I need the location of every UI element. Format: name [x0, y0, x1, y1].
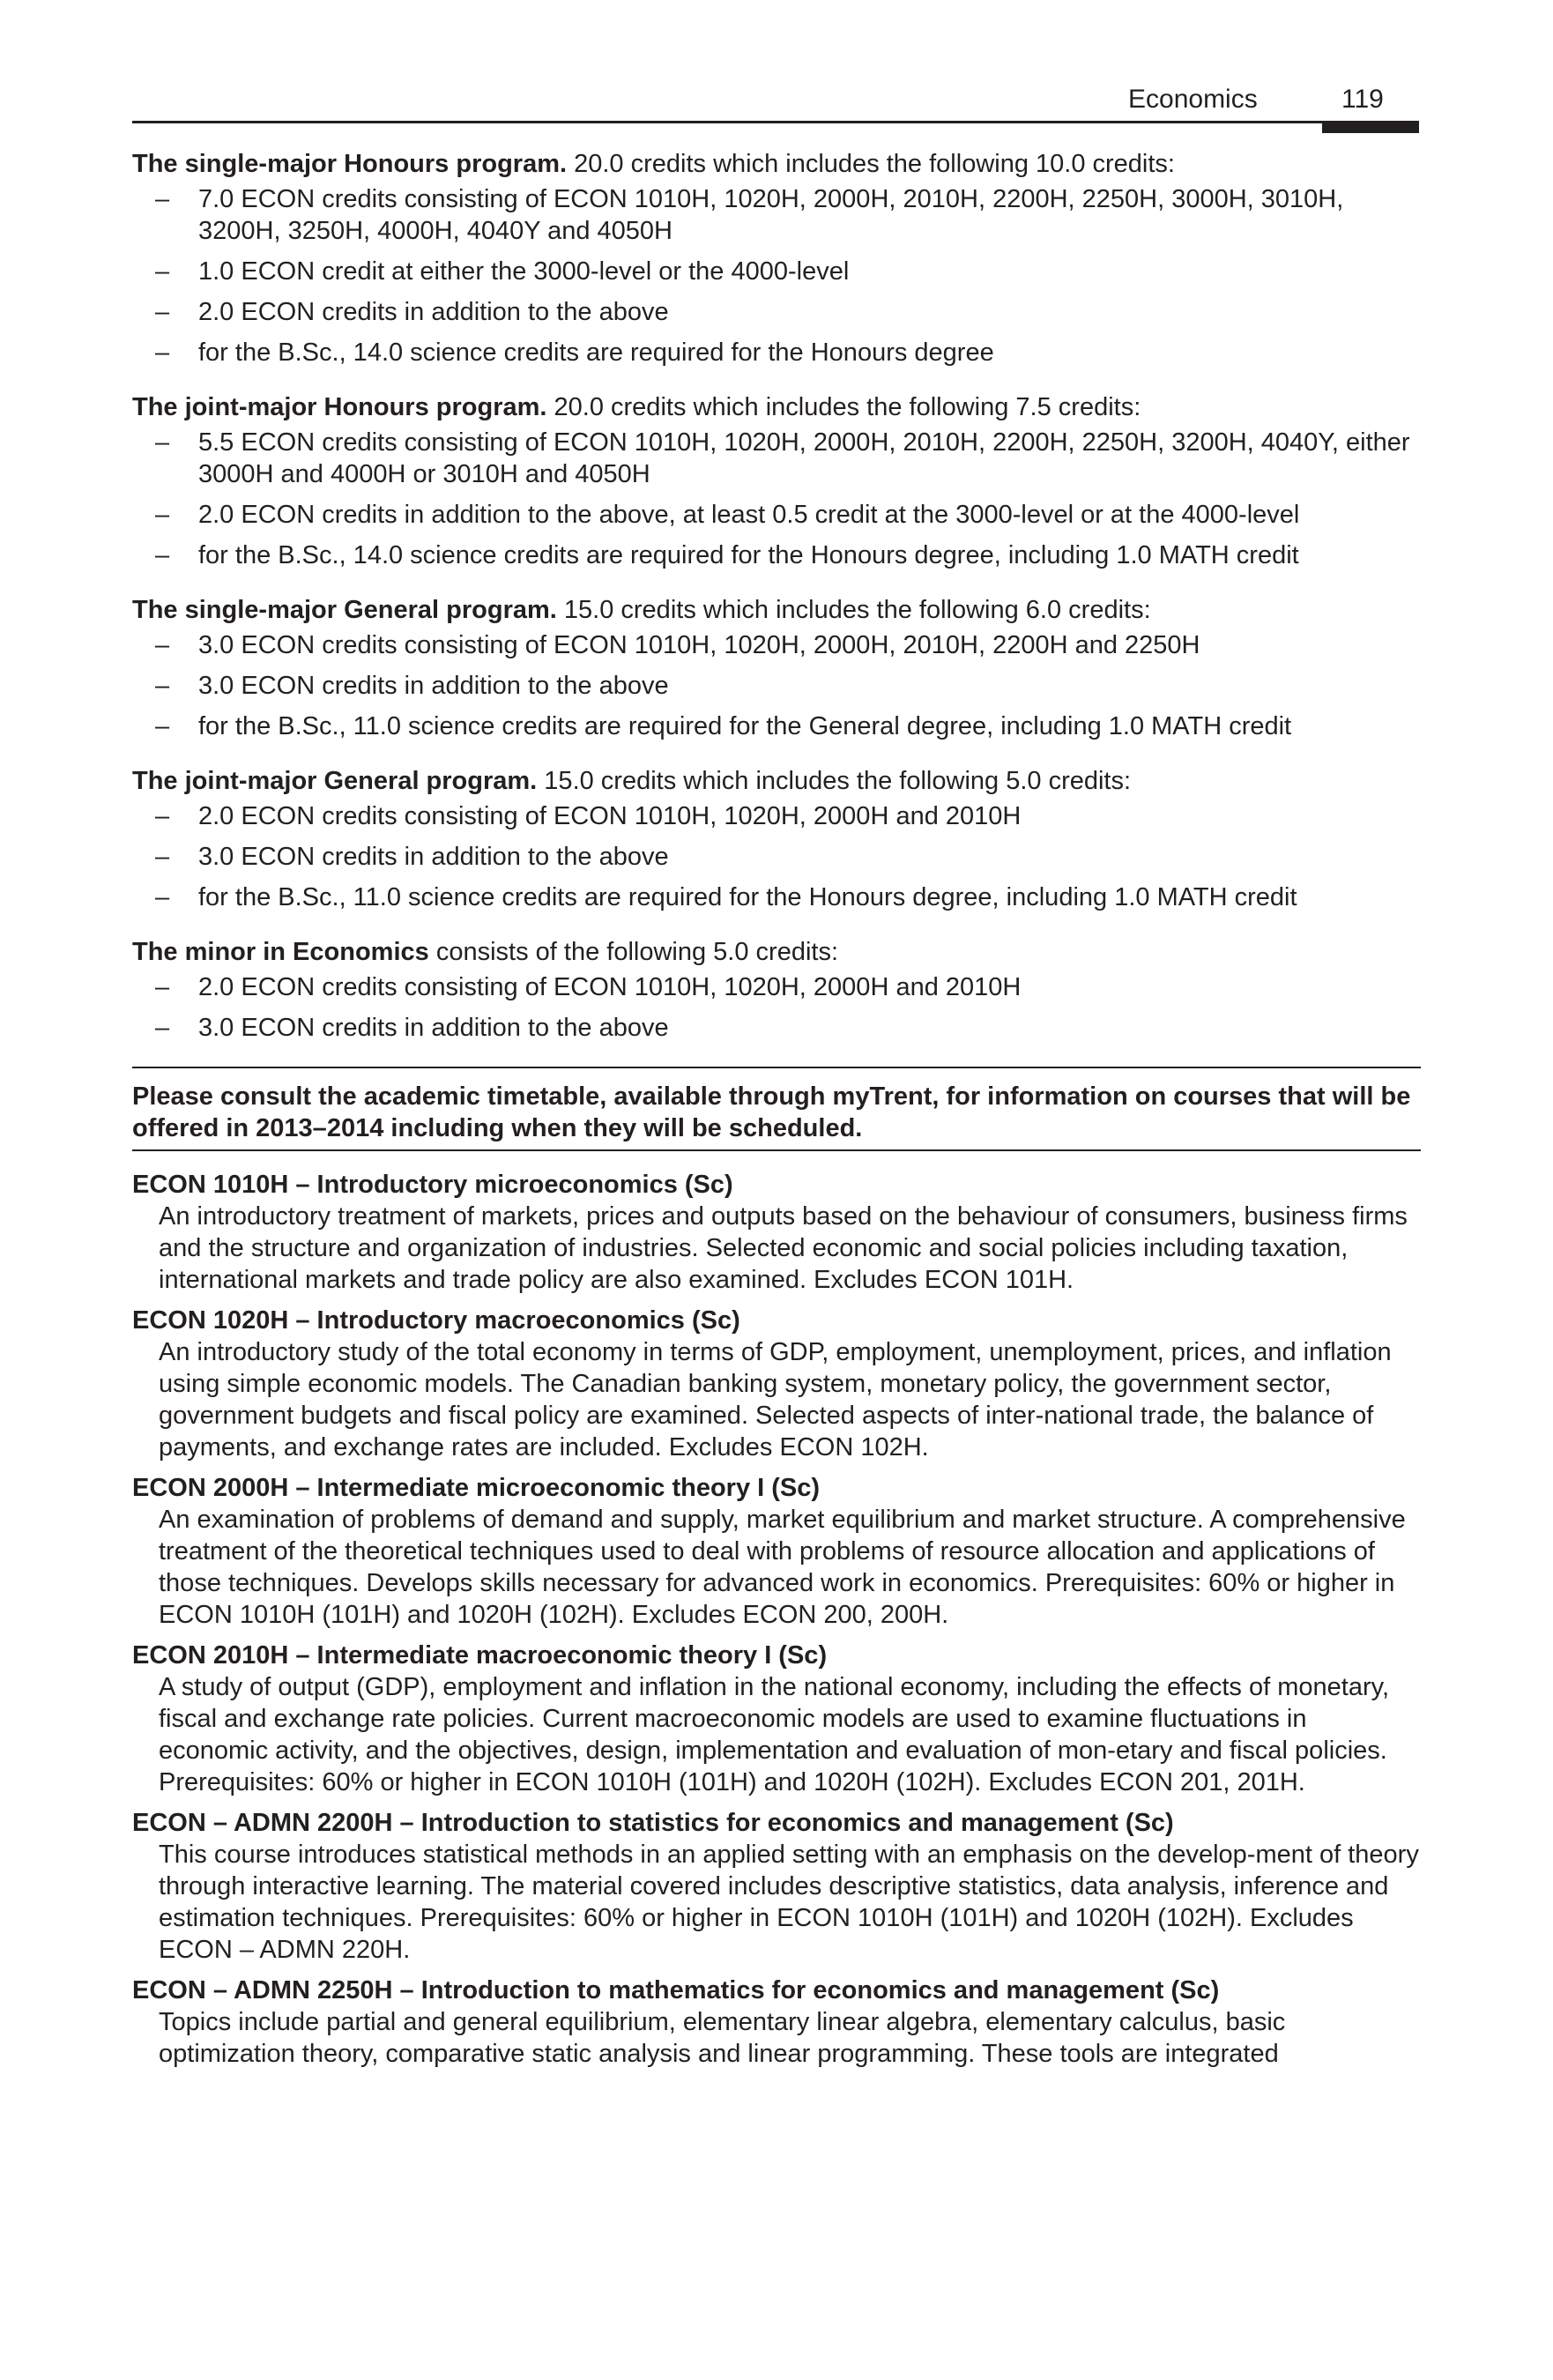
program-heading: [132, 765, 1421, 797]
running-title: Economics: [1128, 85, 1258, 114]
course-title: ECON 2000H – Intermediate microeconomic theory I (Sc): [132, 1474, 821, 1502]
program-single-major-general: [132, 594, 1421, 742]
course-entry: [132, 1472, 1421, 1631]
requirement-item: – for the B.Sc., 14.0 science credits are required for the Honours degree, including 1.0 MATH credit: [132, 539, 1421, 571]
header-block: [1322, 121, 1419, 133]
requirement-item: – for the B.Sc., 11.0 science credits are required for the General degree, including 1.0 MATH credit: [132, 710, 1421, 742]
page-content: [132, 148, 1421, 2079]
requirement-list: [132, 427, 1421, 571]
requirement-list: [132, 800, 1421, 913]
program-single-major-honours: [132, 148, 1421, 368]
program-joint-major-honours: [132, 391, 1421, 571]
course-description: An introductory treatment of markets, prices and outputs based on the behaviour of consumers, business firms and the structure and organization of industries. Selected economic and social policies including taxation, international markets and trade policy are also examined. Excludes ECON 101H.: [159, 1202, 1408, 1294]
course-description: Topics include partial and general equilibrium, elementary linear algebra, elementary calculus, basic optimization theory, comparative static analysis and linear programming. These tools are integrated: [159, 2008, 1286, 2068]
page-number: 119: [1341, 85, 1384, 114]
program-title: The single-major General program.: [132, 596, 557, 624]
requirement-item: – 3.0 ECON credits consisting of ECON 1010H, 1020H, 2000H, 2010H, 2200H and 2250H: [132, 629, 1421, 661]
requirement-item: – 2.0 ECON credits in addition to the above: [132, 296, 1421, 328]
course-entry: [132, 1807, 1421, 1966]
program-intro: consists of the following 5.0 credits:: [428, 938, 839, 966]
requirement-item: – 7.0 ECON credits consisting of ECON 1010H, 1020H, 2000H, 2010H, 2200H, 2250H, 3000H, 3010H, 3200H, 3250H, 4000H, 4040Y and 4050H: [132, 183, 1421, 247]
requirement-list: [132, 629, 1421, 742]
program-title: The joint-major Honours program.: [132, 393, 547, 421]
course-description: An examination of problems of demand and supply, market equilibrium and market structure. A comprehensive treatment of the theoretical techniques used to deal with problems of resource allocation and applications of those techniques. Develops skills necessary for advanced work in economics. Prerequisites: 60% or higher in ECON 1010H (101H) and 1020H (102H). Excludes ECON 200, 200H.: [159, 1506, 1406, 1629]
course-title: ECON 1010H – Introductory microeconomics (Sc): [132, 1171, 733, 1199]
requirement-item: – 1.0 ECON credit at either the 3000-level or the 4000-level: [132, 256, 1421, 287]
requirement-item: – 2.0 ECON credits consisting of ECON 1010H, 1020H, 2000H and 2010H: [132, 800, 1421, 832]
course-description: A study of output (GDP), employment and inflation in the national economy, including the effects of monetary, fiscal and exchange rate policies. Current macroeconomic models are used to examine fluctuations in economic activity, and the objectives, design, implementation and evaluation of mon-etary and fiscal policies. Prerequisites: 60% or higher in ECON 1010H (101H) and 1020H (102H). Excludes ECON 201, 201H.: [159, 1673, 1390, 1796]
program-intro: 15.0 credits which includes the following 6.0 credits:: [556, 596, 1151, 624]
requirement-item: – 2.0 ECON credits consisting of ECON 1010H, 1020H, 2000H and 2010H: [132, 971, 1421, 1003]
program-title: The minor in Economics: [132, 938, 429, 966]
requirement-item: – 5.5 ECON credits consisting of ECON 1010H, 1020H, 2000H, 2010H, 2200H, 2250H, 3200H, 4040Y, either 3000H and 4000H or 3010H and 4050H: [132, 427, 1421, 490]
requirement-item: – for the B.Sc., 14.0 science credits are required for the Honours degree: [132, 337, 1421, 368]
header-rule: [132, 121, 1419, 123]
program-intro: 20.0 credits which includes the following 7.5 credits:: [546, 393, 1141, 421]
course-description: This course introduces statistical methods in an applied setting with an emphasis on the develop-ment of theory through interactive learning. The material covered includes descriptive statistics, data analysis, inference and estimation techniques. Prerequisites: 60% or higher in ECON 1010H (101H) and 1020H (102H). Excludes ECON – ADMN 220H.: [159, 1841, 1419, 1964]
course-description: An introductory study of the total economy in terms of GDP, employment, unemployment, prices, and inflation using simple economic models. The Canadian banking system, monetary policy, the government sector, government budgets and fiscal policy are examined. Selected aspects of inter-national trade, the balance of payments, and exchange rates are included. Excludes ECON 102H.: [159, 1338, 1392, 1461]
program-intro: 15.0 credits which includes the following 5.0 credits:: [537, 767, 1132, 795]
requirement-item: – 3.0 ECON credits in addition to the above: [132, 841, 1421, 873]
course-title: ECON – ADMN 2250H – Introduction to mathematics for economics and management (Sc): [132, 1976, 1220, 2004]
course-title: ECON 1020H – Introductory macroeconomics (Sc): [132, 1306, 740, 1335]
course-entry: [132, 1975, 1421, 2070]
requirement-item: – for the B.Sc., 11.0 science credits are required for the Honours degree, including 1.0 MATH credit: [132, 881, 1421, 913]
course-entry: [132, 1169, 1421, 1296]
program-heading: [132, 594, 1421, 626]
program-intro: 20.0 credits which includes the following 10.0 credits:: [567, 150, 1175, 178]
course-title: ECON – ADMN 2200H – Introduction to statistics for economics and management (Sc): [132, 1809, 1174, 1837]
program-heading: [132, 391, 1421, 423]
program-joint-major-general: [132, 765, 1421, 913]
program-title: The single-major Honours program.: [132, 150, 568, 178]
course-entry: [132, 1640, 1421, 1798]
requirement-item: – 2.0 ECON credits in addition to the above, at least 0.5 credit at the 3000-level or at the 4000-level: [132, 499, 1421, 531]
requirement-item: – 3.0 ECON credits in addition to the above: [132, 1012, 1421, 1044]
course-title: ECON 2010H – Intermediate macroeconomic theory I (Sc): [132, 1641, 828, 1670]
timetable-notice: Please consult the academic timetable, available through myTrent, for information on courses that will be offered in 2013–2014 including when they will be scheduled.: [132, 1067, 1421, 1151]
program-heading: [132, 936, 1421, 968]
program-title: The joint-major General program.: [132, 767, 538, 795]
requirement-list: [132, 183, 1421, 368]
program-minor: [132, 936, 1421, 1044]
course-entry: [132, 1305, 1421, 1463]
requirement-item: – 3.0 ECON credits in addition to the above: [132, 670, 1421, 702]
program-heading: [132, 148, 1421, 180]
requirement-list: [132, 971, 1421, 1044]
